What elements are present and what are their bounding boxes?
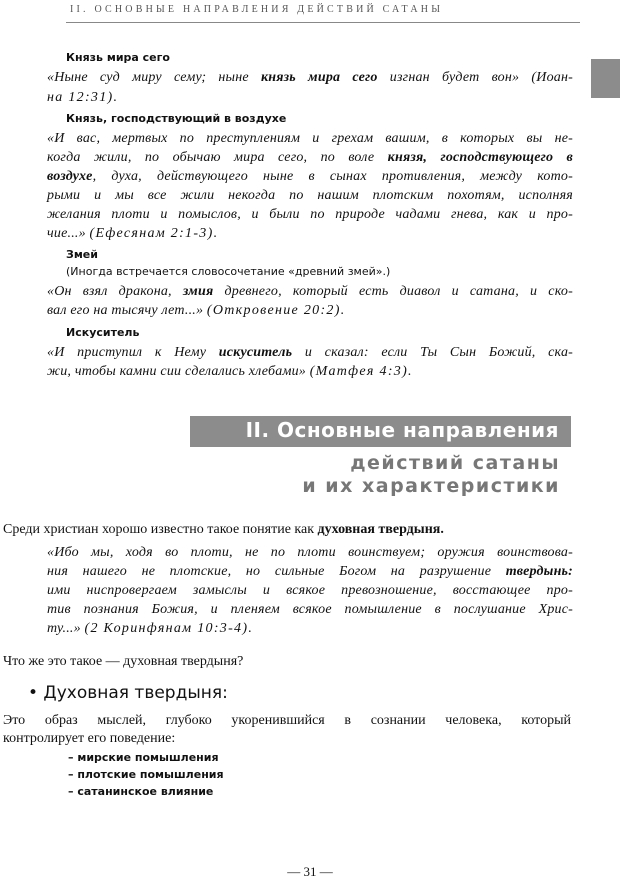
quote-text: «И приступил к Нему xyxy=(47,345,219,360)
quote-line xyxy=(47,600,573,619)
quote-line xyxy=(47,88,117,107)
quote-line xyxy=(47,343,573,362)
intro-paragraph xyxy=(3,522,444,538)
section-subtitle-line-2: и их характеристики xyxy=(302,475,560,497)
term-heading: Князь мира сего xyxy=(66,51,170,64)
emphasis-text: змия xyxy=(182,284,214,299)
list-item: – плотские помышления xyxy=(68,768,224,781)
quote-text: тив познания Божия, и пленяем всякое помышление в послушание Хрис- xyxy=(47,602,573,617)
quote-text: чие...» xyxy=(47,226,90,241)
term-heading: Змей xyxy=(66,248,98,261)
quote-text: ими ниспровергаем замыслы и всякое превозношение, восстающее про- xyxy=(47,583,573,598)
quote-text: «Ныне суд миру сему; ныне xyxy=(47,70,261,85)
emphasis-text: искуситель xyxy=(218,345,293,360)
quote-text: , духа, действующего ныне в сынах противления, между кото- xyxy=(92,169,573,184)
page-number: — 31 — xyxy=(287,864,333,879)
quote-line xyxy=(47,282,573,301)
emphasis-text: воздухе xyxy=(47,169,93,184)
quote-line xyxy=(47,581,573,600)
quote-text: ту...» xyxy=(47,621,85,636)
quote-text: . xyxy=(113,90,118,105)
quote-text: . xyxy=(213,226,218,241)
scripture-reference: (2 Коринфянам 10:3-4) xyxy=(84,621,249,636)
list-item: – сатанинское влияние xyxy=(68,785,214,798)
running-header: II. ОСНОВНЫЕ НАПРАВЛЕНИЯ ДЕЙСТВИЙ САТАНЫ xyxy=(70,4,444,15)
emphasis-text: князь мира сего xyxy=(260,70,378,85)
quote-text: . xyxy=(340,303,345,318)
section-title: II. Основные направления xyxy=(245,418,559,442)
quote-text: древнего, который есть диавол и сатана, и ско- xyxy=(213,284,573,299)
quote-line xyxy=(47,619,252,638)
quote-line xyxy=(47,562,573,581)
quote-line xyxy=(47,68,573,87)
bullet-heading: • Духовная твердыня: xyxy=(28,683,228,703)
quote-text: вал его на тысячу лет...» xyxy=(47,303,207,318)
quote-text: изгнан будет вон» (Иоан- xyxy=(377,70,573,85)
scripture-reference: на 12:31) xyxy=(47,90,114,105)
term-heading: Князь, господствующий в воздухе xyxy=(66,112,287,125)
quote-text: желания плоти и помыслов, и были по природе чадами гнева, как и про- xyxy=(47,207,573,222)
quote-line xyxy=(47,543,573,562)
scripture-reference: (Ефесянам 2:1-3) xyxy=(89,226,214,241)
emphasis-text: твердынь: xyxy=(505,564,573,579)
intro-text: Среди христиан хорошо известно такое понятие как xyxy=(3,522,318,537)
quote-line xyxy=(47,186,573,205)
quote-text: «Ибо мы, ходя во плоти, не по плоти воинствуем; оружия воинствова- xyxy=(47,545,573,560)
section-subtitle-line-1: действий сатаны xyxy=(350,452,560,474)
question-line: Что же это такое — духовная твердыня? xyxy=(3,654,244,669)
intro-term: духовная твердыня. xyxy=(317,522,444,537)
quote-line xyxy=(47,129,573,148)
quote-text: когда жили, по обычаю мира сего, по воле xyxy=(47,150,388,165)
quote-text: рыми и мы все жили некогда по нашим плотским похотям, исполняя xyxy=(47,188,573,203)
quote-text: . xyxy=(408,364,412,379)
header-rule xyxy=(66,22,580,23)
quote-line xyxy=(47,301,344,320)
section-banner xyxy=(190,416,571,447)
quote-text: . xyxy=(248,621,253,636)
scripture-reference: (Матфея 4:3) xyxy=(309,364,409,379)
quote-text: «И вас, мертвых по преступлениям и грехам вашим, в которых вы не- xyxy=(47,131,573,146)
definition-line-1: Это образ мыслей, глубоко укоренившийся в сознании человека, который xyxy=(3,713,571,728)
quote-line xyxy=(47,224,217,243)
chapter-tab-marker xyxy=(591,59,620,98)
emphasis-text: князя, господствующего в xyxy=(387,150,574,165)
quote-text: и сказал: если Ты Сын Божий, ска- xyxy=(292,345,574,360)
quote-text: жи, чтобы камни сии сделались хлебами» xyxy=(47,364,310,379)
term-note: (Иногда встречается словосочетание «древний змей».) xyxy=(66,265,391,278)
quote-line xyxy=(47,167,573,186)
quote-line xyxy=(47,362,412,381)
scripture-reference: (Откровение 20:2) xyxy=(206,303,341,318)
quote-line xyxy=(47,205,573,224)
definition-line-2: контролирует его поведение: xyxy=(3,731,176,746)
list-item: – мирские помышления xyxy=(68,751,219,764)
quote-text: «Он взял дракона, xyxy=(47,284,183,299)
quote-text: ния нашего не плотские, но сильные Богом на разрушение xyxy=(47,564,506,579)
term-heading: Искуситель xyxy=(66,326,140,339)
quote-line xyxy=(47,148,573,167)
